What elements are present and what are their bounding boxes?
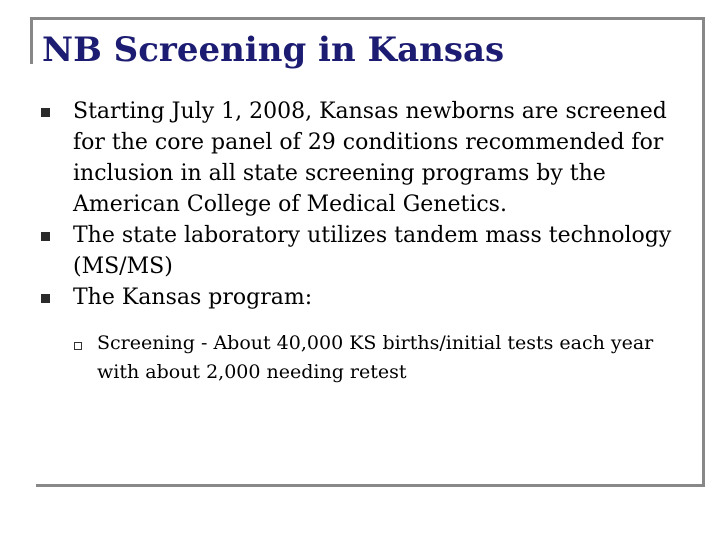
- frame-top-rule: [30, 17, 705, 20]
- square-bullet-icon: [41, 294, 50, 303]
- bullet-item-tandem-mass: [0, 220, 693, 282]
- frame-left-rule: [30, 17, 33, 64]
- bullet-list: [0, 96, 700, 387]
- sub-bullet-text: Screening - About 40,000 KS births/initial tests each year with about 2,000 needing retest: [97, 332, 654, 383]
- bullet-text: The Kansas program:: [73, 285, 313, 310]
- slide-title: NB Screening in Kansas: [42, 30, 505, 70]
- bullet-item-kansas-program: [0, 282, 693, 313]
- frame-bottom-rule: [36, 484, 705, 487]
- sub-bullet-item-screening: [0, 329, 677, 387]
- bullet-text: Starting July 1, 2008, Kansas newborns are screened for the core panel of 29 conditions recommended for inclusion in all state screening programs by the American College of Medical Genetics.: [73, 99, 667, 217]
- bullet-item-core-panel: [0, 96, 693, 220]
- frame-right-rule: [702, 17, 705, 487]
- bullet-text: The state laboratory utilizes tandem mass technology (MS/MS): [73, 223, 672, 279]
- hollow-square-bullet-icon: [74, 342, 82, 350]
- square-bullet-icon: [41, 108, 50, 117]
- square-bullet-icon: [41, 232, 50, 241]
